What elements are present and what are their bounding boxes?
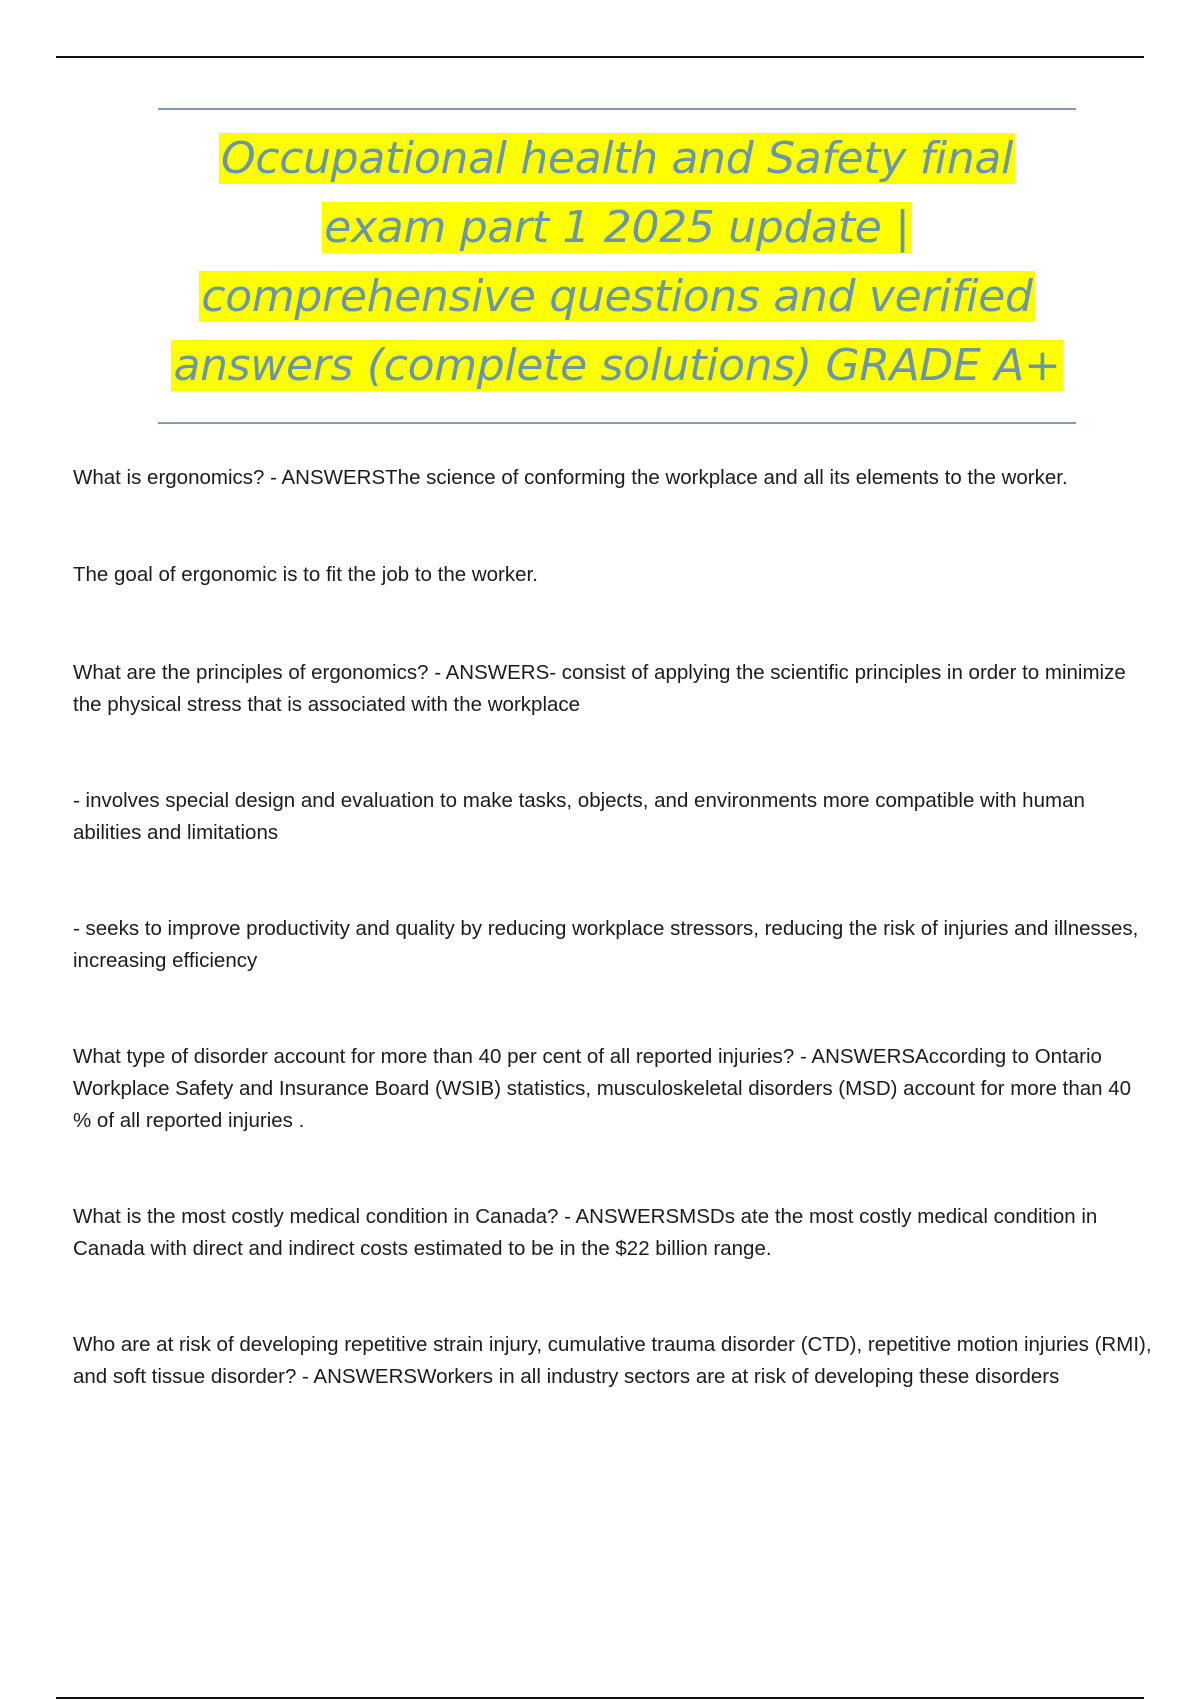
document-title: Occupational health and Safety final exam part 1 2025 update | comprehensive questions and verified answers (complete solutions) GRADE A+ <box>173 133 1061 391</box>
page-bottom-rule <box>56 1697 1144 1699</box>
qa-paragraph: Who are at risk of developing repetitive strain injury, cumulative trauma disorder (CTD), repetitive motion injuries (RMI), and soft tissue disorder? - ANSWERSWorkers in all industry sectors are at risk of developing these disorders <box>73 1333 1152 1388</box>
title-block <box>158 108 1076 424</box>
qa-paragraph: What is ergonomics? - ANSWERSThe science of conforming the workplace and all its elements to the worker. <box>73 466 1068 489</box>
qa-paragraph: What type of disorder account for more than 40 per cent of all reported injuries? - ANSWERSAccording to Ontario Workplace Safety and Insurance Board (WSIB) statistics, musculoskeletal disorders (MSD) account for more than 40 % of all reported injuries . <box>73 1045 1132 1132</box>
qa-paragraph: What are the principles of ergonomics? - ANSWERS- consist of applying the scientific principles in order to minimize the physical stress that is associated with the workplace <box>73 661 1126 716</box>
qa-list <box>73 462 1153 1393</box>
qa-paragraph: What is the most costly medical condition in Canada? - ANSWERSMSDs ate the most costly medical condition in Canada with direct and indirect costs estimated to be in the $22 billion range. <box>73 1205 1098 1260</box>
qa-paragraph: The goal of ergonomic is to fit the job to the worker. <box>73 563 538 586</box>
page-top-rule <box>56 56 1144 58</box>
qa-paragraph: - seeks to improve productivity and quality by reducing workplace stressors, reducing the risk of injuries and illnesses, increasing efficiency <box>73 917 1139 972</box>
qa-paragraph: - involves special design and evaluation to make tasks, objects, and environments more compatible with human abilities and limitations <box>73 789 1085 844</box>
